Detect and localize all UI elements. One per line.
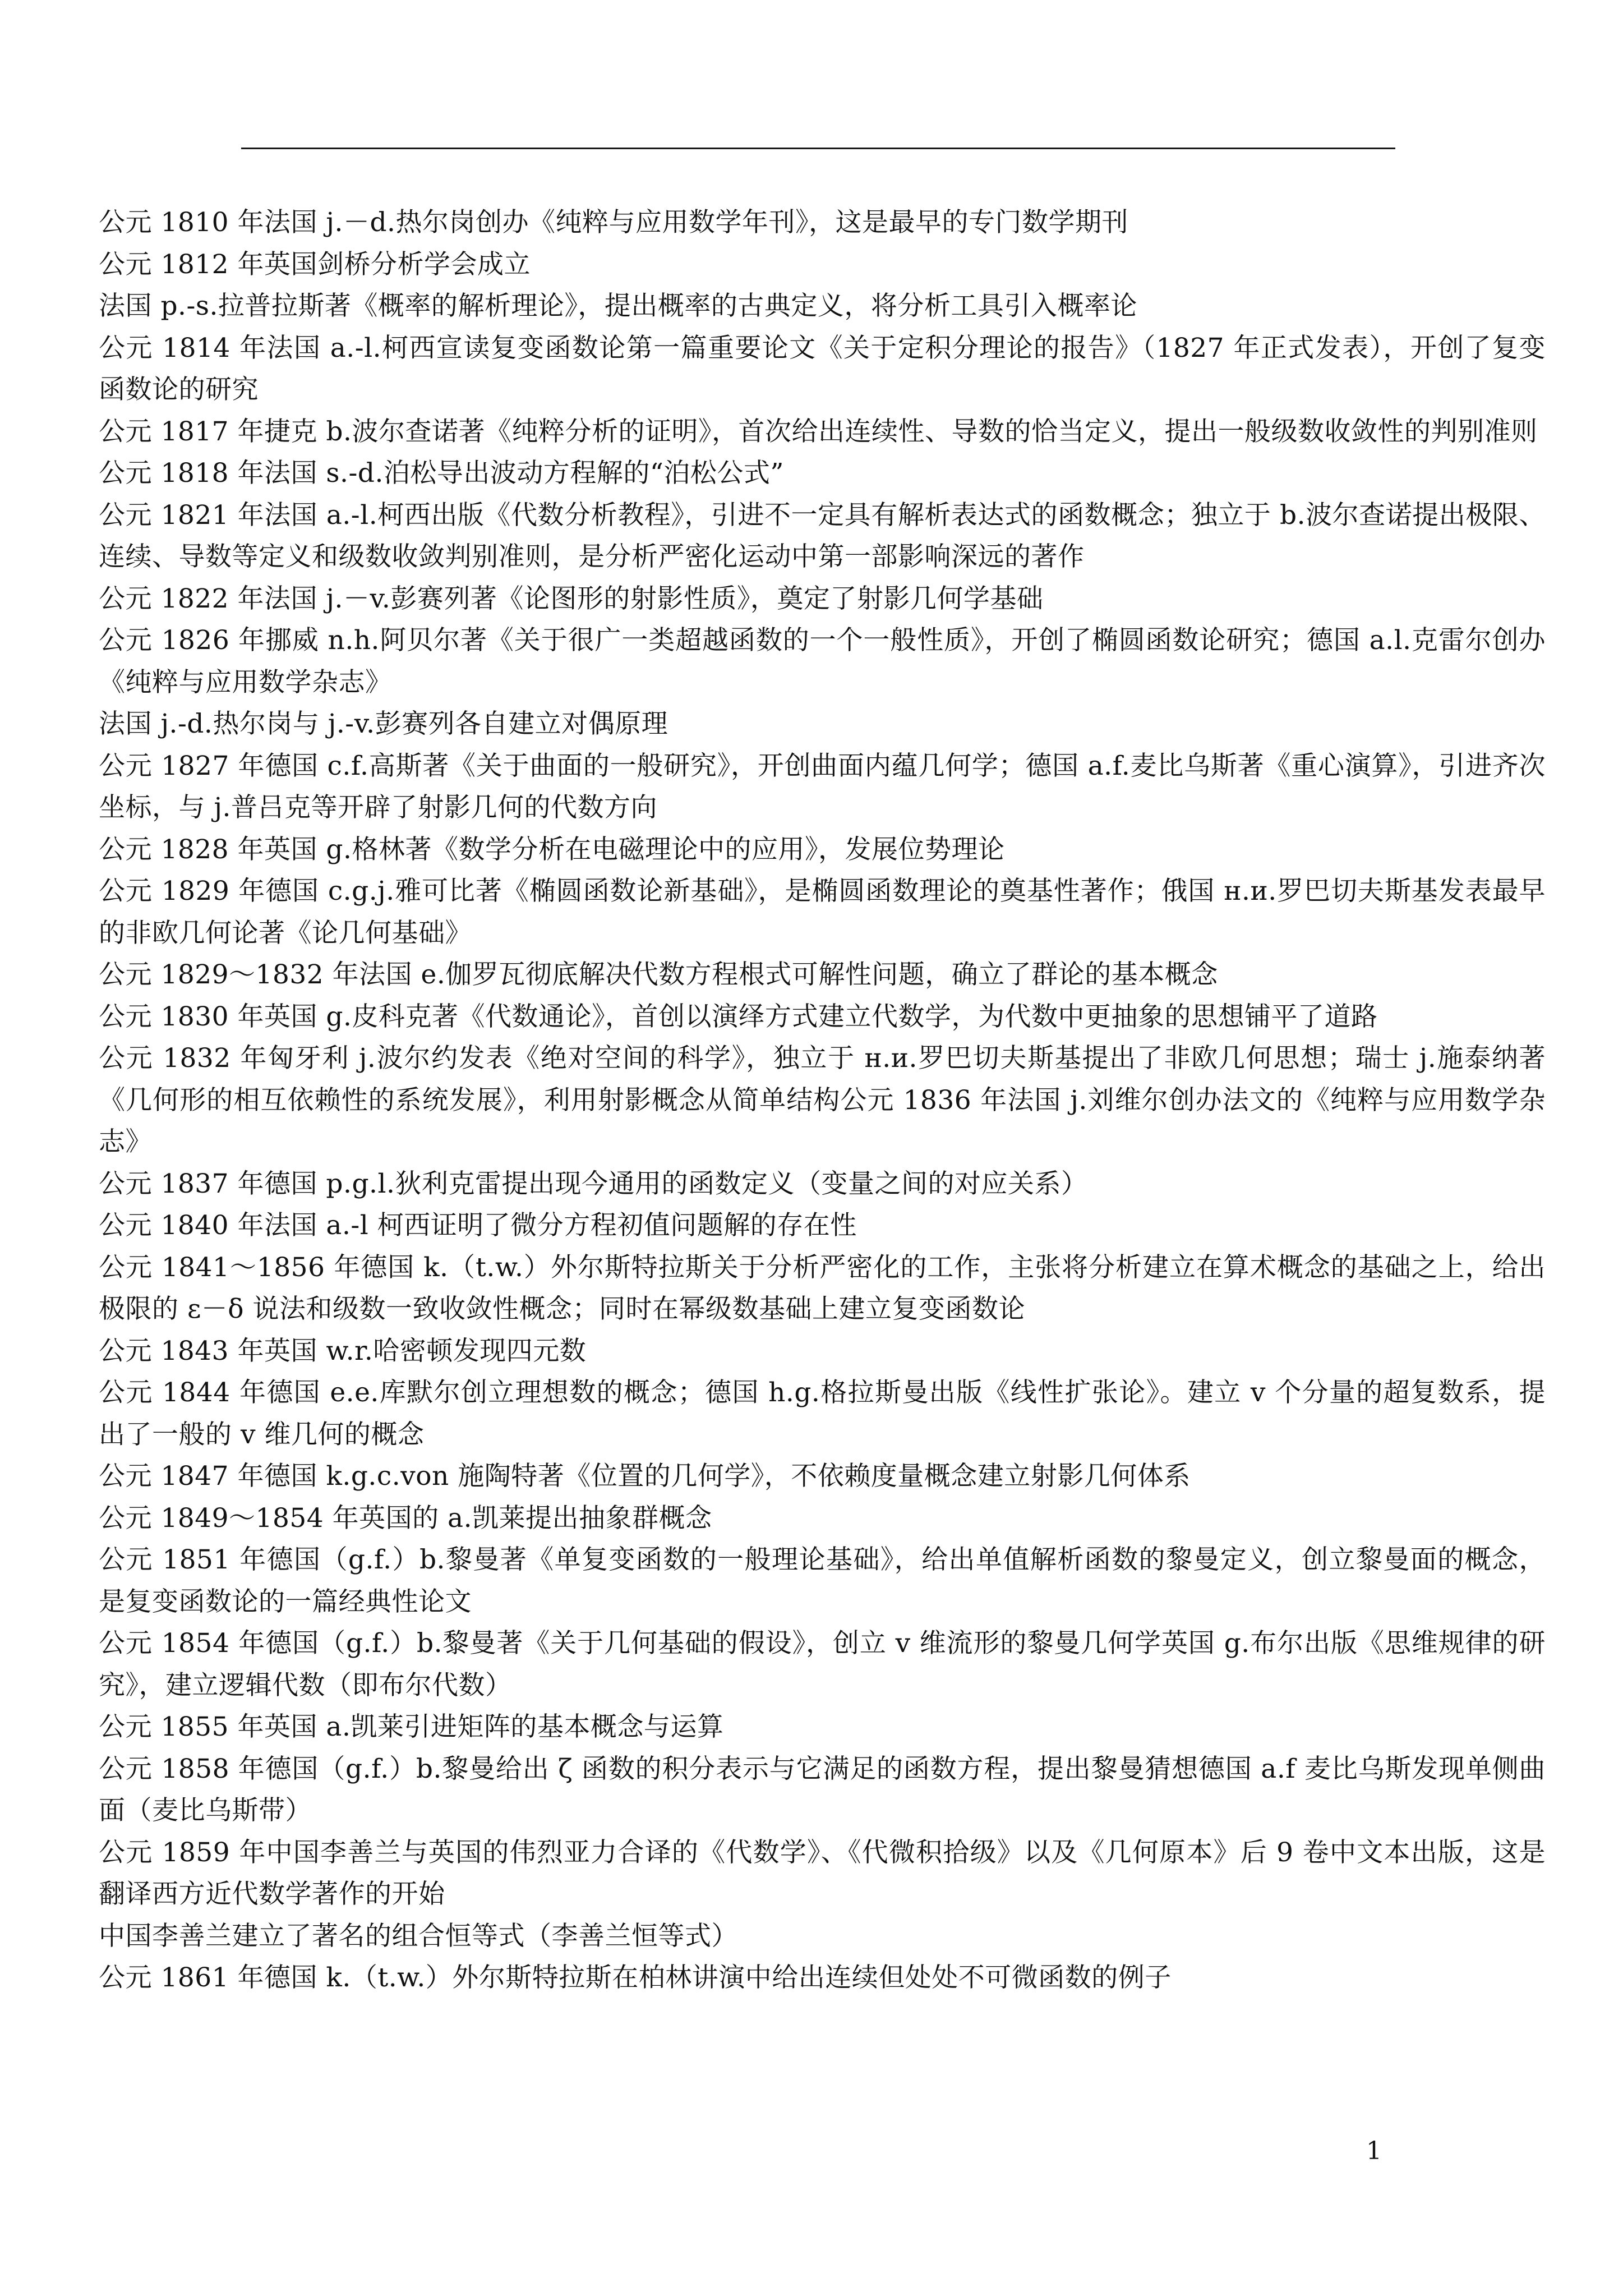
timeline-entry: 公元 1837 年德国 p.g.l.狄利克雷提出现今通用的函数定义（变量之间的对应关系） <box>99 1168 1088 1199</box>
timeline-entry: 公元 1847 年德国 k.g.c.von 施陶特著《位置的几何学》，不依赖度量概念建立射影几何体系 <box>99 1461 1191 1492</box>
timeline-entry: 公元 1832 年匈牙利 j.波尔约发表《绝对空间的科学》，独立于 н.и.罗巴切夫斯基提出了非欧几何思想；瑞士 j.施泰纳著《几何形的相互依赖性的系统发展》，利用射影概念从简单结构公元 1836 年法国 j.刘维尔创办法文的《纯粹与应用数学杂志》 <box>99 1043 1546 1157</box>
timeline-entry: 公元 1826 年挪威 n.h.阿贝尔著《关于很广一类超越函数的一个一般性质》，开创了椭圆函数论研究；德国 a.l.克雷尔创办《纯粹与应用数学杂志》 <box>99 625 1546 698</box>
timeline-entry: 公元 1854 年德国（g.f.）b.黎曼著《关于几何基础的假设》，创立 v 维流形的黎曼几何学英国 g.布尔出版《思维规律的研究》，建立逻辑代数（即布尔代数） <box>99 1628 1546 1701</box>
timeline-entry: 公元 1817 年捷克 b.波尔查诺著《纯粹分析的证明》，首次给出连续性、导数的恰当定义，提出一般级数收敛性的判别准则 <box>99 416 1538 447</box>
timeline-entry: 法国 p.-s.拉普拉斯著《概率的解析理论》，提出概率的古典定义，将分析工具引入概率论 <box>99 291 1137 321</box>
timeline-entry: 公元 1855 年英国 a.凯莱引进矩阵的基本概念与运算 <box>99 1711 724 1742</box>
timeline-entry: 公元 1841～1856 年德国 k.（t.w.）外尔斯特拉斯关于分析严密化的工作，主张将分析建立在算术概念的基础之上，给出极限的 ε－δ 说法和级数一致收敛性概念；同时在幂级数基础上建立复变函数论 <box>99 1251 1546 1324</box>
timeline-entry: 公元 1859 年中国李善兰与英国的伟烈亚力合译的《代数学》、《代微积拾级》以及《几何原本》后 9 卷中文本出版，这是翻译西方近代数学著作的开始 <box>99 1837 1546 1910</box>
timeline-entry: 公元 1844 年德国 e.e.库默尔创立理想数的概念；德国 h.g.格拉斯曼出版《线性扩张论》。建立 v 个分量的超复数系，提出了一般的 v 维几何的概念 <box>99 1377 1546 1450</box>
timeline-entry: 公元 1840 年法国 a.-l 柯西证明了微分方程初值问题解的存在性 <box>99 1210 857 1241</box>
page-number: 1 <box>1366 2137 1382 2165</box>
timeline-entry: 公元 1828 年英国 g.格林著《数学分析在电磁理论中的应用》，发展位势理论 <box>99 834 1005 865</box>
timeline-entry: 中国李善兰建立了著名的组合恒等式（李善兰恒等式） <box>99 1920 738 1952</box>
document-body <box>99 202 1546 1999</box>
timeline-entry: 公元 1861 年德国 k.（t.w.）外尔斯特拉斯在柏林讲演中给出连续但处处不可微函数的例子 <box>99 1962 1172 1993</box>
timeline-entry: 公元 1814 年法国 a.-l.柯西宣读复变函数论第一篇重要论文《关于定积分理论的报告》（1827 年正式发表），开创了复变函数论的研究 <box>99 332 1546 405</box>
timeline-entry: 法国 j.-d.热尔岗与 j.-v.彭赛列各自建立对偶原理 <box>99 708 668 739</box>
timeline-entry: 公元 1818 年法国 s.-d.泊松导出波动方程解的“泊松公式” <box>99 458 784 489</box>
timeline-entry: 公元 1827 年德国 c.f.高斯著《关于曲面的一般研究》，开创曲面内蕴几何学；德国 a.f.麦比乌斯著《重心演算》，引进齐次坐标，与 j.普吕克等开辟了射影几何的代数方向 <box>99 750 1546 823</box>
timeline-entry: 公元 1829 年德国 c.g.j.雅可比著《椭圆函数论新基础》，是椭圆函数理论的奠基性著作；俄国 н.и.罗巴切夫斯基发表最早的非欧几何论著《论几何基础》 <box>99 876 1546 949</box>
timeline-entry: 公元 1810 年法国 j.－d.热尔岗创办《纯粹与应用数学年刊》，这是最早的专门数学期刊 <box>99 207 1128 238</box>
timeline-entry: 公元 1821 年法国 a.-l.柯西出版《代数分析教程》，引进不一定具有解析表达式的函数概念；独立于 b.波尔查诺提出极限、连续、导数等定义和级数收敛判别准则，是分析严密化运动中第一部影响深远的著作 <box>99 499 1546 572</box>
timeline-entry: 公元 1829～1832 年法国 e.伽罗瓦彻底解决代数方程根式可解性问题，确立了群论的基本概念 <box>99 959 1218 990</box>
timeline-entry: 公元 1849～1854 年英国的 a.凯莱提出抽象群概念 <box>99 1502 712 1534</box>
timeline-entry: 公元 1843 年英国 w.r.哈密顿发现四元数 <box>99 1335 587 1366</box>
header-rule <box>241 148 1395 149</box>
timeline-entry: 公元 1830 年英国 g.皮科克著《代数通论》，首创以演绎方式建立代数学，为代数中更抽象的思想铺平了道路 <box>99 1001 1378 1032</box>
timeline-entry: 公元 1812 年英国剑桥分析学会成立 <box>99 249 531 280</box>
timeline-entry: 公元 1858 年德国（g.f.）b.黎曼给出 ζ 函数的积分表示与它满足的函数方程，提出黎曼猜想德国 a.f 麦比乌斯发现单侧曲面（麦比乌斯带） <box>99 1753 1546 1826</box>
timeline-entry: 公元 1822 年法国 j.－v.彭赛列著《论图形的射影性质》，奠定了射影几何学基础 <box>99 583 1044 614</box>
timeline-entry: 公元 1851 年德国（g.f.）b.黎曼著《单复变函数的一般理论基础》，给出单值解析函数的黎曼定义，创立黎曼面的概念，是复变函数论的一篇经典性论文 <box>99 1544 1546 1617</box>
